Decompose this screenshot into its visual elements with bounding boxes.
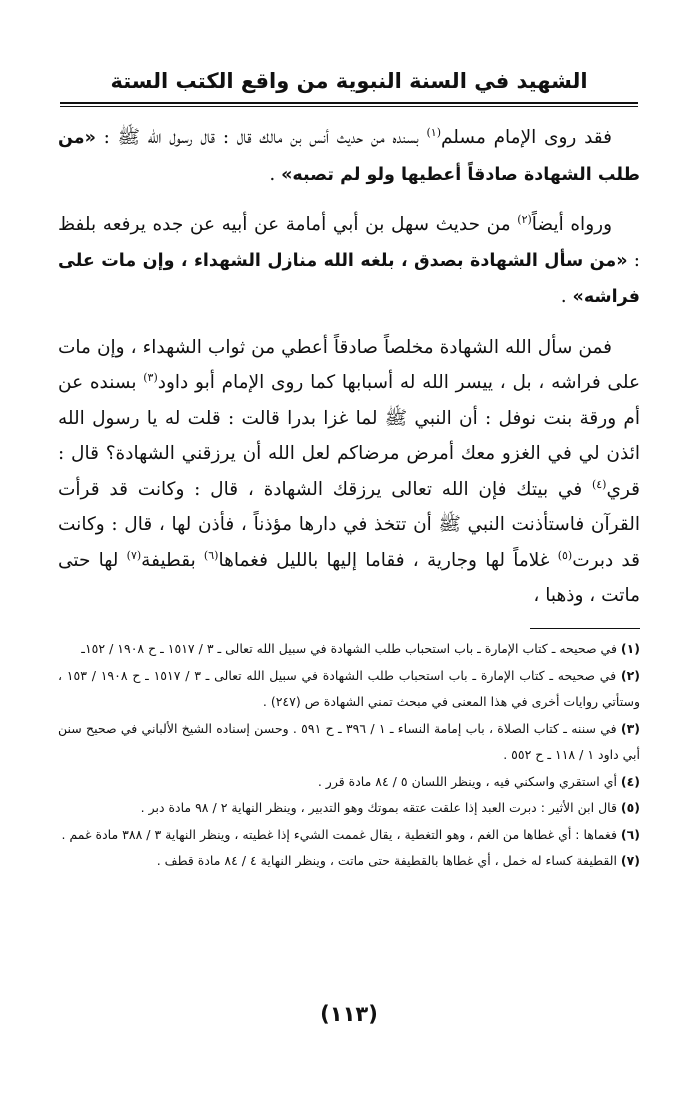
paragraph-text: لها حتى ماتت ، وذهبا ، <box>58 549 640 606</box>
footnote-number: (١) <box>620 641 640 656</box>
paragraph-text: غلاماً لها وجارية ، فقاما إليها بالليل فغماها <box>218 549 558 571</box>
page-number: (١١٣) <box>320 1002 378 1026</box>
footnote-7 <box>58 848 640 875</box>
footnote-ref-7[interactable]: (٧) <box>126 548 142 562</box>
footnote-ref-1[interactable]: (١) <box>426 125 441 139</box>
paragraph-text: في بيتك فإن الله تعالى يرزقك الشهادة ، قال : وكانت قد قرأت القرآن فاستأذنت النبي ﷺ أن تتخذ في دارها مؤذناً ، فأذن لها ، قال : وكانت قد دبرت <box>58 478 640 571</box>
footnote-text: القطيفة كساء له خمل ، أي غطاها بالقطيفة حتى ماتت ، وينظر النهاية ٤ / ٨٤ مادة قطف . <box>156 853 621 868</box>
footnote-text: في صحيحه ـ كتاب الإمارة ـ باب استحباب طلب الشهادة في سبيل الله تعالى ـ ٣ / ١٥١٧ ـ ح ١٩٠٨ / ١٥٣ ، وستأتي روايات أخرى في هذا المعنى في مبحث تمني الشهادة ص (٢٤٧) . <box>58 667 640 709</box>
footnote-6 <box>58 822 640 849</box>
footnote-number: (٧) <box>620 853 640 868</box>
footnote-3 <box>58 716 640 769</box>
footnote-ref-4[interactable]: (٤) <box>591 477 607 491</box>
paragraph-text: فقد روى الإمام مسلم <box>441 127 612 148</box>
paragraph-text: . <box>560 286 573 307</box>
footnote-number: (٤) <box>620 773 640 789</box>
footnote-text: في صحيحه ـ كتاب الإمارة ـ باب استحباب طلب الشهادة في سبيل الله تعالى ـ ٣ / ١٥١٧ ـ ح ١٩٠٨ / ١٥٢ـ <box>81 641 621 656</box>
hadith-quote: «من طلب الشهادة صادقاً أعطيها ولو لم تصبه» <box>58 128 640 185</box>
footnotes <box>58 636 640 875</box>
footnote-ref-2[interactable]: (٢) <box>517 212 532 226</box>
footnote-number: (٣) <box>620 720 640 736</box>
header-rule-thin <box>60 106 638 107</box>
footnote-text: أي استقري واسكني فيه ، وينظر اللسان ٥ / ٨٤ مادة قرر . <box>317 773 621 789</box>
footnote-1 <box>58 636 640 663</box>
paragraph-1 <box>58 120 640 193</box>
footnote-ref-3[interactable]: (٣) <box>143 370 158 384</box>
paragraph-text: بسنده عن أم ورقة بنت نوفل : أن النبي ﷺ لما غزا بدرا قالت : قلت له يا رسول الله ائذن لي في الغزو معك أمرض مرضاكم لعل الله أن يرزقني الشهادة؟ قال : قري <box>58 372 640 500</box>
footnote-ref-5[interactable]: (٥) <box>557 548 573 562</box>
body-text <box>58 120 640 628</box>
running-head: الشهيد في السنة النبوية من واقع الكتب الستة <box>110 69 588 93</box>
footnote-number: (٥) <box>620 800 640 815</box>
paragraph-text: فمن سأل الله الشهادة مخلصاً صادقاً أعطي من ثواب الشهداء ، وإن مات على فراشه ، بل ، ييسر الله له أسبابها كما روى الإمام أبو داود <box>58 336 640 393</box>
paragraph-text: . <box>269 163 282 185</box>
header-rule <box>60 102 638 104</box>
paragraph-text: من حديث سهل بن أبي أمامة عن أبيه عن جده يرفعه بلفظ : <box>58 214 640 271</box>
footnote-text: فغماها : أي غطاها من الغم ، وهو التغطية ، يقال غممت الشيء إذا غطيته ، وينظر النهاية ٣ / ٣٨٨ مادة غمم . <box>61 826 621 842</box>
footnote-separator <box>530 628 640 629</box>
footnote-text: في سننه ـ كتاب الصلاة ، باب إمامة النساء ـ ١ / ٣٩٦ ـ ح ٥٩١ . وحسن إسناده الشيخ الألباني في صحيح سنن أبي داود ١ / ١١٨ ـ ح ٥٥٢ . <box>58 720 640 762</box>
paragraph-3 <box>58 330 640 614</box>
paragraph-text: بقطيفة <box>141 549 204 571</box>
paragraph-text: بسنده من حديث أنس بن مالك قال : قال رسول الله ﷺ : <box>95 127 427 148</box>
footnote-2 <box>58 663 640 716</box>
hadith-quote: «من سأل الشهادة بصدق ، بلغه الله منازل الشهداء ، وإن مات على فراشه» <box>58 250 640 307</box>
footnote-number: (٦) <box>620 826 640 842</box>
footnote-4 <box>58 769 640 796</box>
footnote-5 <box>58 795 640 822</box>
paragraph-text: ورواه أيضاً <box>531 214 613 235</box>
footnote-ref-6[interactable]: (٦) <box>203 548 219 562</box>
footnote-text: قال ابن الأثير : دبرت العبد إذا علقت عتقه بموتك وهو التدبير ، وينظر النهاية ٢ / ٩٨ مادة دبر . <box>140 800 621 815</box>
paragraph-2 <box>58 207 640 316</box>
footnote-number: (٢) <box>620 667 640 683</box>
